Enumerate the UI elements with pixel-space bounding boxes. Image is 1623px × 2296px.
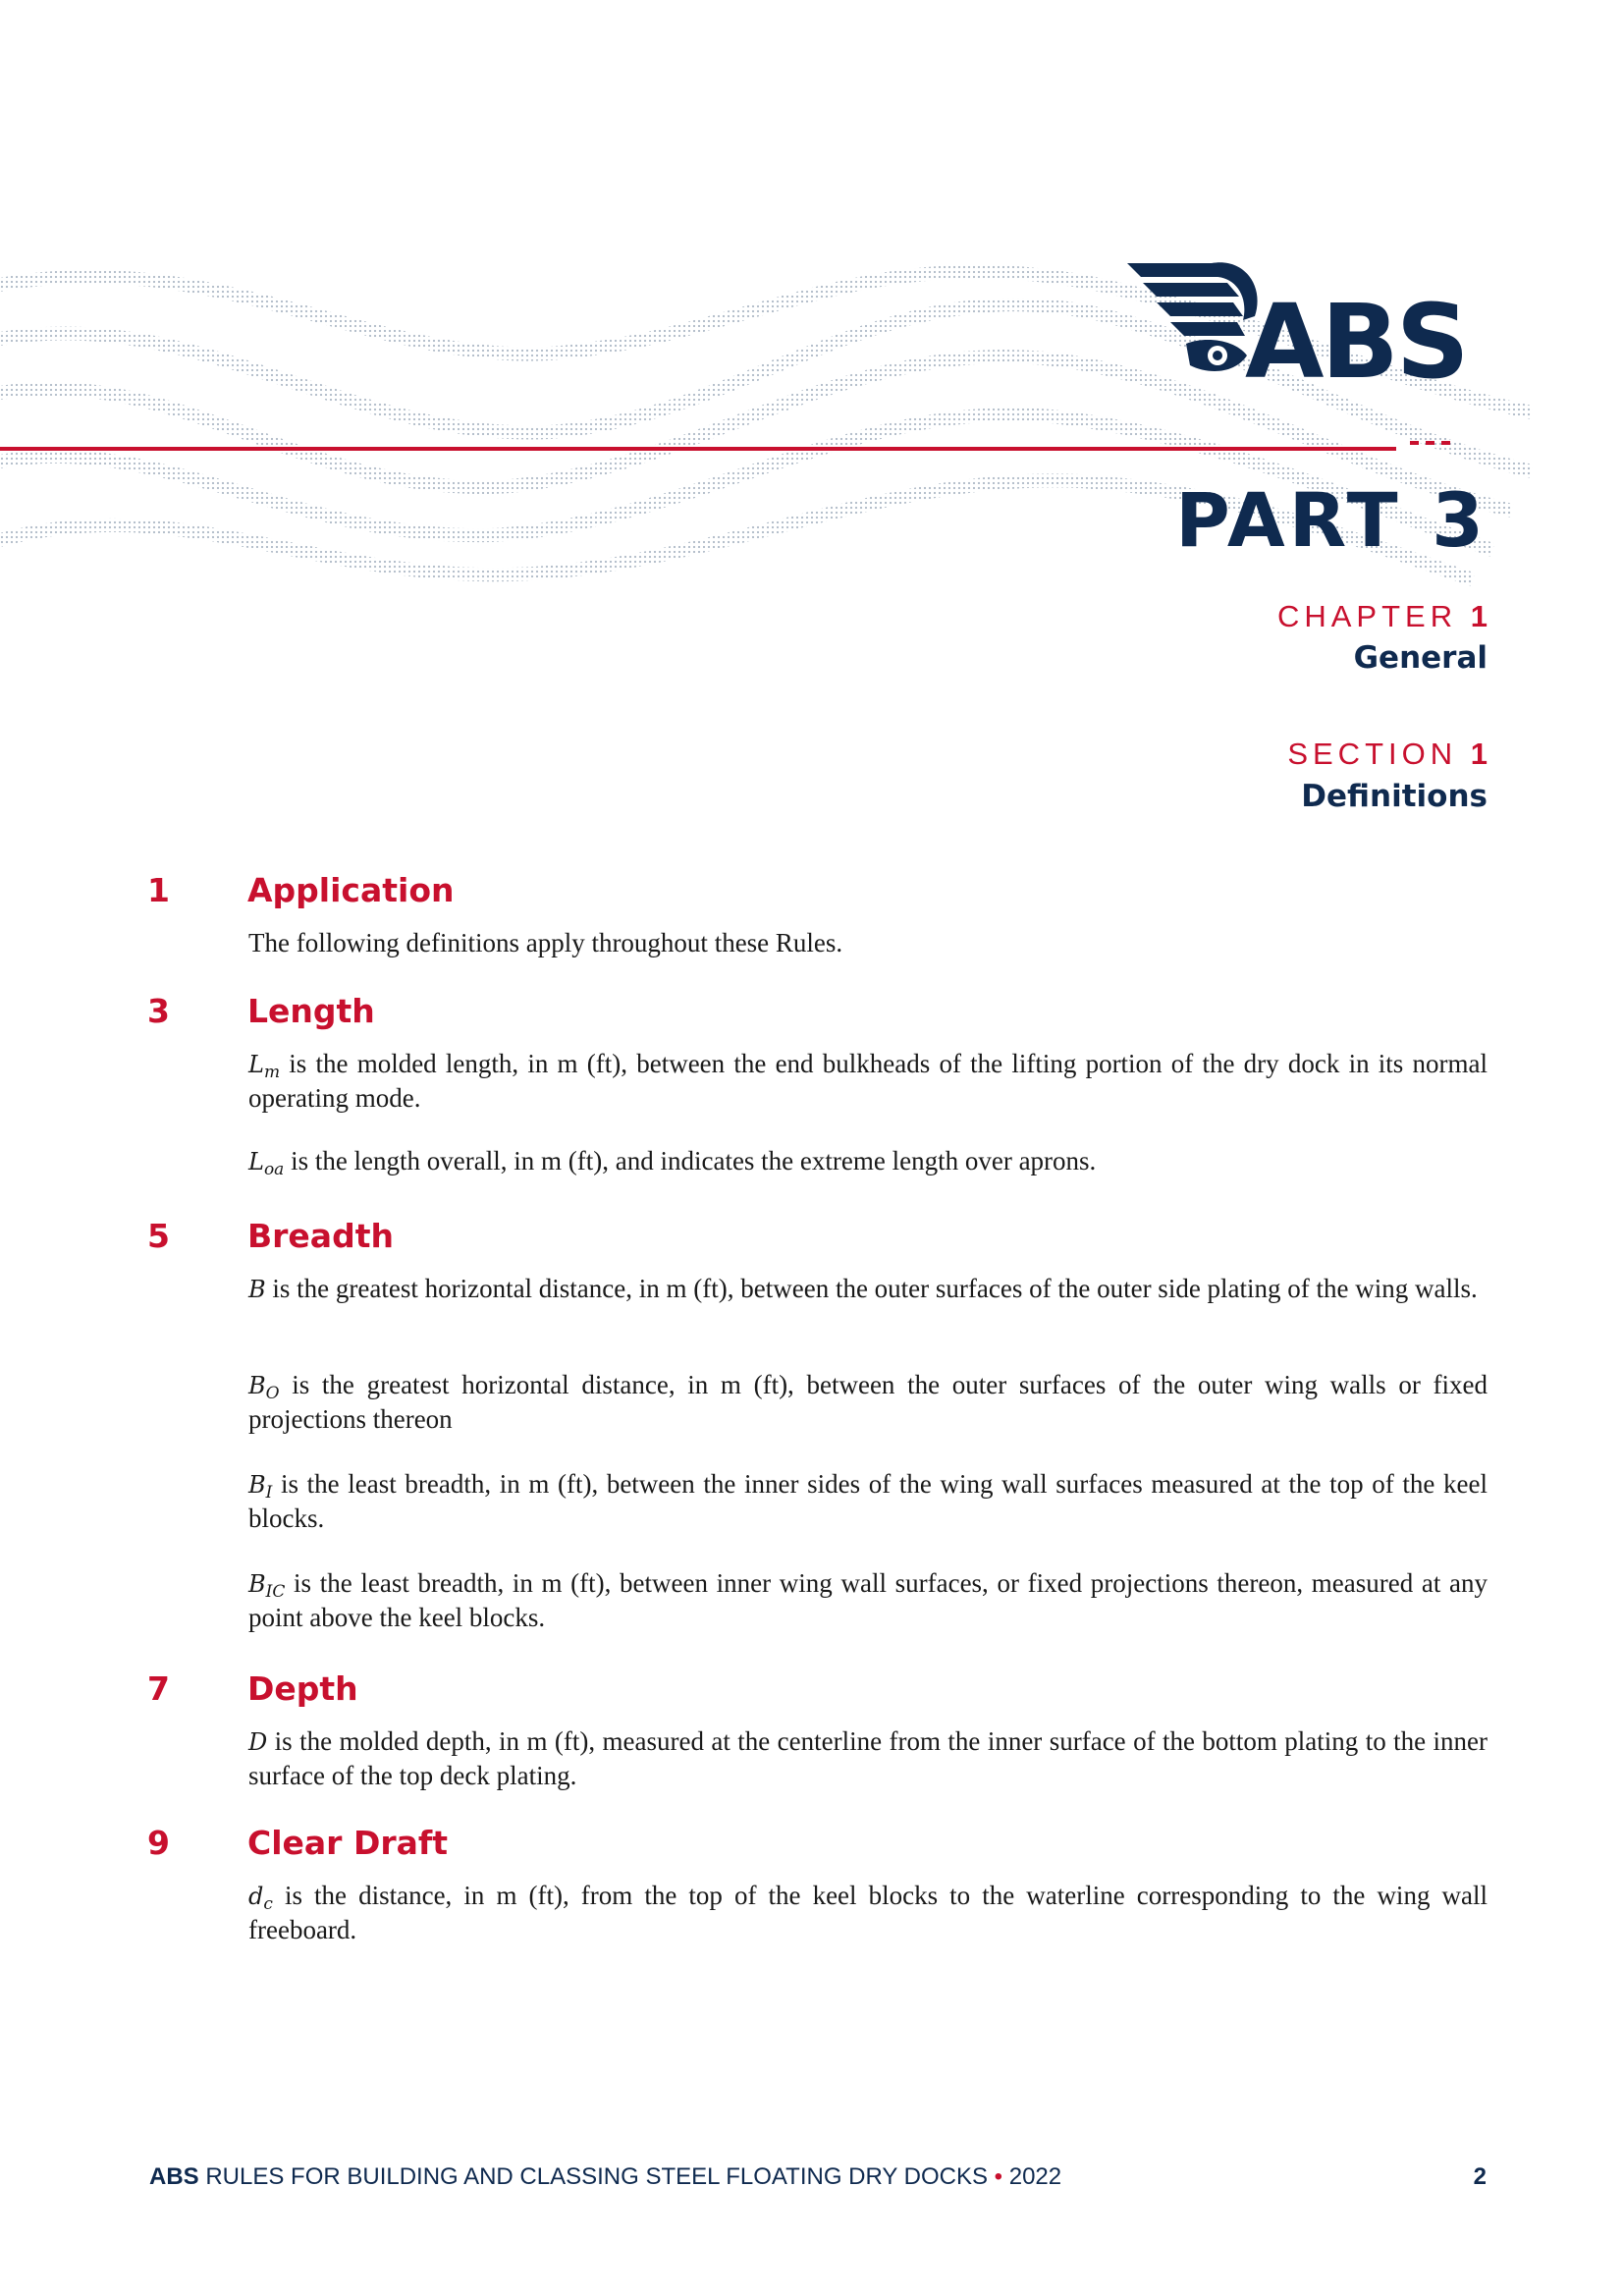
symbol: D <box>248 1728 268 1756</box>
header-rule <box>0 447 1396 451</box>
paragraph <box>248 926 1488 959</box>
definition-b <box>248 1272 1488 1306</box>
heading-breadth <box>147 1217 394 1255</box>
heading-application <box>147 871 455 909</box>
heading-number: 1 <box>147 871 170 909</box>
definition-text: is the greatest horizontal distance, in m (ft), between the outer surfaces of the outer side plating of the wing walls. <box>265 1274 1478 1303</box>
section-number: 1 <box>1470 737 1488 771</box>
symbol: L <box>248 1051 264 1078</box>
symbol: B <box>248 1372 266 1399</box>
chapter-number: 1 <box>1470 599 1488 633</box>
definition-bi <box>248 1467 1488 1535</box>
definition-text: is the molded length, in m (ft), between the end bulkheads of the lifting portion of the dry dock in its normal operating mode. <box>248 1049 1488 1113</box>
definition-text: is the length overall, in m (ft), and indicates the extreme length over aprons. <box>284 1146 1097 1175</box>
section-label-text: SECTION <box>1287 737 1458 771</box>
symbol-subscript: O <box>265 1384 280 1403</box>
heading-number: 5 <box>147 1217 170 1255</box>
heading-title: Application <box>247 871 455 909</box>
footer-year: 2022 <box>1002 2163 1062 2190</box>
heading-depth <box>147 1669 358 1708</box>
definition-text: is the distance, in m (ft), from the top of the keel blocks to the waterline corresponding to the wing wall freeboard. <box>248 1881 1488 1944</box>
definition-text: is the least breadth, in m (ft), between inner wing wall surfaces, or fixed projections thereon, measured at any point above the keel blocks. <box>248 1568 1488 1632</box>
definition-d <box>248 1724 1488 1792</box>
page-footer <box>149 2163 1487 2191</box>
part-title: PART 3 <box>1175 476 1488 564</box>
footer-brand: ABS <box>149 2163 199 2190</box>
logo-wordmark: ABS <box>1245 282 1467 402</box>
heading-length <box>147 992 375 1030</box>
symbol: L <box>248 1148 264 1175</box>
heading-number: 3 <box>147 992 170 1030</box>
heading-clear-draft <box>147 1824 449 1862</box>
chapter-label-text: CHAPTER <box>1276 599 1458 633</box>
definition-text: is the greatest horizontal distance, in m (ft), between the outer surfaces of the outer wing walls or fixed projections thereon <box>248 1370 1488 1434</box>
definition-bic <box>248 1566 1488 1634</box>
symbol-subscript: c <box>263 1894 273 1914</box>
symbol-subscript: IC <box>265 1582 286 1602</box>
heading-title: Length <box>247 992 375 1030</box>
heading-title: Breadth <box>247 1217 394 1255</box>
symbol: B <box>248 1276 266 1303</box>
symbol: B <box>248 1471 266 1499</box>
heading-number: 7 <box>147 1669 170 1708</box>
definition-loa <box>248 1144 1488 1178</box>
section-name: Definitions <box>1301 779 1488 814</box>
heading-title: Clear Draft <box>247 1824 449 1862</box>
definition-text: is the least breadth, in m (ft), between the inner sides of the wing wall surfaces measured at the top of the keel blocks. <box>248 1469 1488 1533</box>
header-rule-dots <box>1410 441 1450 445</box>
heading-number: 9 <box>147 1824 170 1862</box>
page-number: 2 <box>1473 2163 1487 2190</box>
symbol: d <box>248 1883 264 1910</box>
footer-doc-title: RULES FOR BUILDING AND CLASSING STEEL FLOATING DRY DOCKS <box>198 2163 995 2190</box>
symbol: B <box>248 1570 266 1598</box>
chapter-label <box>1277 601 1488 631</box>
footer-bullet: • <box>994 2163 1003 2190</box>
section-label <box>1287 738 1488 769</box>
symbol-subscript: I <box>265 1483 273 1503</box>
footer-title <box>149 2163 1061 2191</box>
symbol-subscript: m <box>263 1063 281 1082</box>
definition-dc <box>248 1879 1488 1946</box>
chapter-name: General <box>1353 640 1488 676</box>
definition-bo <box>248 1368 1488 1436</box>
heading-title: Depth <box>247 1669 358 1708</box>
definition-text: is the molded depth, in m (ft), measured at the centerline from the inner surface of the bottom plating to the inner surface of the top deck plating. <box>248 1726 1488 1790</box>
definition-lm <box>248 1047 1488 1115</box>
symbol-subscript: oa <box>263 1160 285 1179</box>
paragraph-text: The following definitions apply throughout these Rules. <box>248 928 843 957</box>
